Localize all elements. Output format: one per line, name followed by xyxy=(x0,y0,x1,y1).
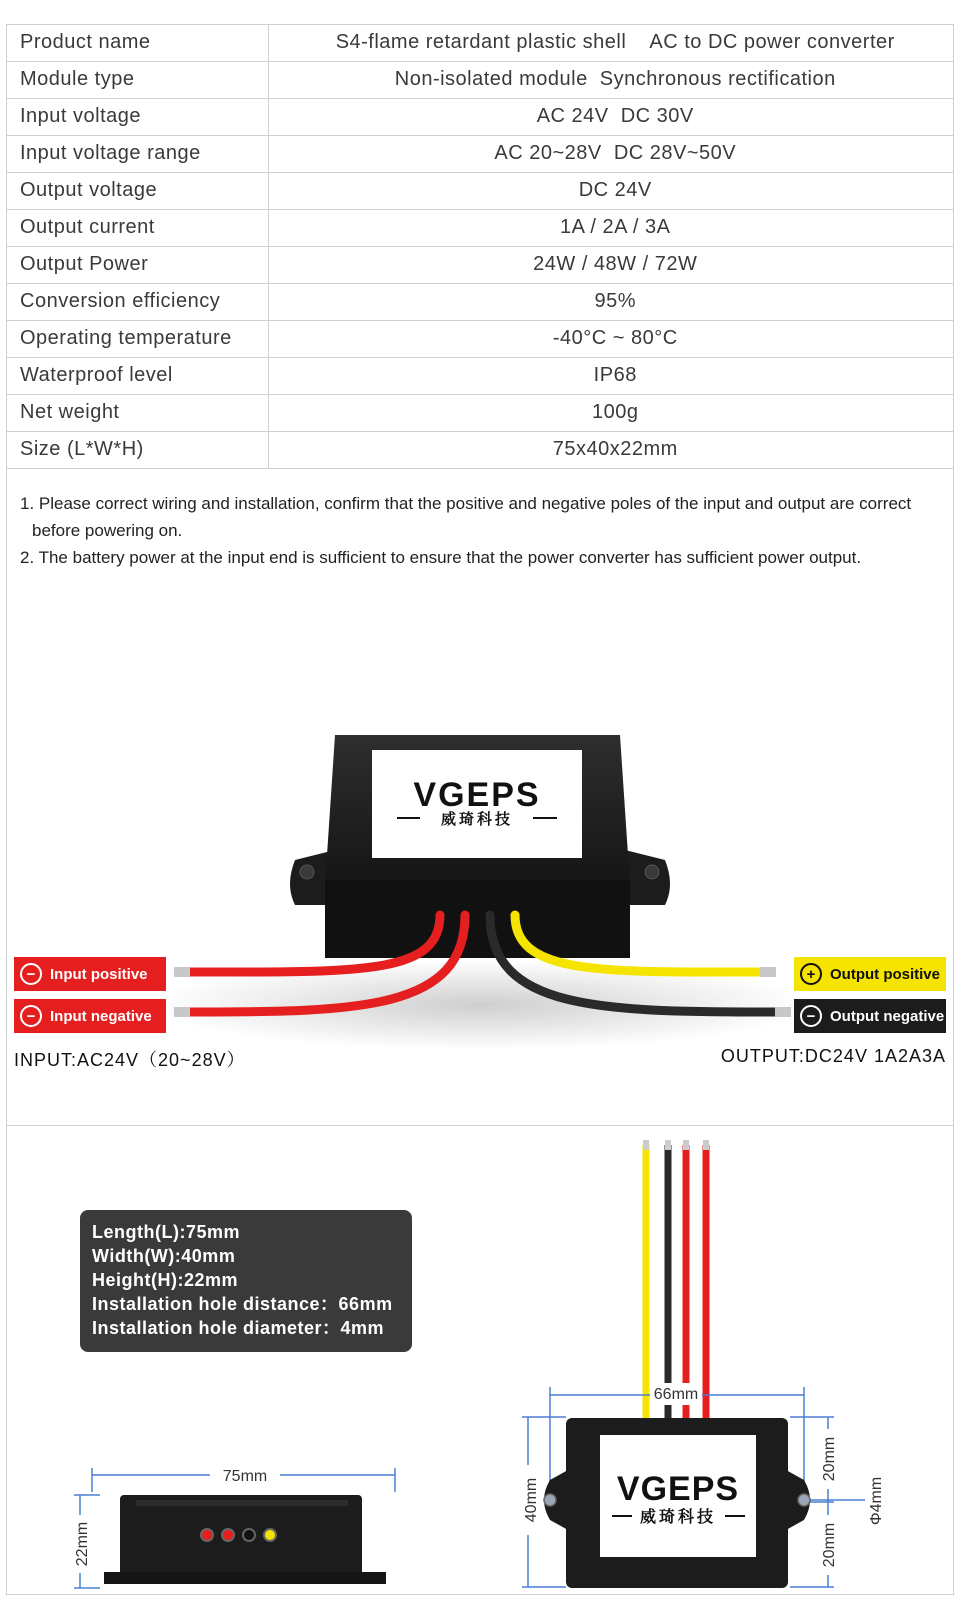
spec-label: Net weight xyxy=(6,394,268,431)
output-positive-tag xyxy=(794,957,946,991)
section-divider xyxy=(6,1125,954,1126)
mounting-hole-left xyxy=(544,1494,556,1506)
spec-value: 24W / 48W / 72W xyxy=(268,246,954,283)
input-spec: INPUT:AC24V（20~28V） xyxy=(14,1050,246,1070)
input-negative-label: Input negative xyxy=(50,1007,152,1025)
length-dimension-label: 75mm xyxy=(222,1468,268,1485)
mounting-hole-right xyxy=(798,1494,810,1506)
top-view-drawing xyxy=(520,1135,920,1595)
mounting-hole-left xyxy=(300,865,314,879)
minus-circle-icon: − xyxy=(20,1005,42,1027)
half-width-label-top: 20mm xyxy=(821,1436,838,1482)
spec-label: Output current xyxy=(6,209,268,246)
dimension-length: Length(L):75mm xyxy=(92,1222,240,1242)
spec-label: Output voltage xyxy=(6,172,268,209)
height-dimension-label: 22mm xyxy=(74,1521,91,1567)
spec-value: AC 24V DC 30V xyxy=(268,98,954,135)
spec-value: 95% xyxy=(268,283,954,320)
brand-subtitle: 威琦科技 xyxy=(440,811,514,828)
wire-port-black xyxy=(243,1529,255,1541)
note-2: 2. The battery power at the input end is sufficient to ensure that the power converter has sufficient power output. xyxy=(20,548,862,567)
input-negative-tag xyxy=(14,999,166,1033)
side-view-drawing xyxy=(60,1460,410,1592)
spec-value: Non-isolated module Synchronous rectification xyxy=(268,61,954,98)
spec-label: Input voltage xyxy=(6,98,268,135)
spec-label: Conversion efficiency xyxy=(6,283,268,320)
dimension-hole-distance: Installation hole distance：66mm xyxy=(92,1294,393,1314)
spec-label: Size (L*W*H) xyxy=(6,431,268,468)
plus-circle-icon: + xyxy=(800,963,822,985)
spec-label: Module type xyxy=(6,61,268,98)
dimensions-box xyxy=(80,1210,412,1352)
spec-value: -40°C ~ 80°C xyxy=(268,320,954,357)
output-negative-tag xyxy=(794,999,946,1033)
output-positive-label: Output positive xyxy=(830,965,940,983)
spec-value: 1A / 2A / 3A xyxy=(268,209,954,246)
hole-diameter-label: Φ4mm xyxy=(868,1476,885,1526)
half-width-label-bottom: 20mm xyxy=(821,1522,838,1568)
dimension-width: Width(W):40mm xyxy=(92,1246,236,1266)
minus-circle-icon: − xyxy=(800,1005,822,1027)
input-positive-tag xyxy=(14,957,166,991)
top-view-brand-subtitle: 威琦科技 xyxy=(639,1509,717,1526)
width-dimension-label: 40mm xyxy=(523,1477,540,1523)
brand-name: VGEPS xyxy=(413,776,541,814)
note-1: 1. Please correct wiring and installation, confirm that the positive and negative poles of the input and output are correct before powering on. xyxy=(20,494,912,540)
converter-box-front xyxy=(325,880,630,958)
spec-value: DC 24V xyxy=(268,172,954,209)
spec-label: Output Power xyxy=(6,246,268,283)
spec-label: Input voltage range xyxy=(6,135,268,172)
top-view-brand-name: VGEPS xyxy=(616,1470,740,1508)
wire-port-red xyxy=(201,1529,213,1541)
minus-circle-icon: − xyxy=(20,963,42,985)
spec-value: 75x40x22mm xyxy=(268,431,954,468)
spec-value: S4-flame retardant plastic shell AC to DC power converter xyxy=(268,24,954,61)
hole-distance-label: 66mm xyxy=(653,1386,699,1403)
spec-value: IP68 xyxy=(268,357,954,394)
output-negative-label: Output negative xyxy=(830,1007,945,1025)
spec-value: AC 20~28V DC 28V~50V xyxy=(268,135,954,172)
dimension-hole-diameter: Installation hole diameter：4mm xyxy=(92,1318,385,1338)
dimension-height: Height(H):22mm xyxy=(92,1270,239,1290)
mounting-hole-right xyxy=(645,865,659,879)
output-spec: OUTPUT:DC24V 1A2A3A xyxy=(720,1046,946,1066)
input-positive-label: Input positive xyxy=(50,965,148,983)
side-view-box xyxy=(120,1495,362,1583)
wire-port-yellow xyxy=(264,1529,276,1541)
spec-label: Product name xyxy=(6,24,268,61)
wire-port-red xyxy=(222,1529,234,1541)
spec-label: Waterproof level xyxy=(6,357,268,394)
spec-label: Operating temperature xyxy=(6,320,268,357)
spec-value: 100g xyxy=(268,394,954,431)
